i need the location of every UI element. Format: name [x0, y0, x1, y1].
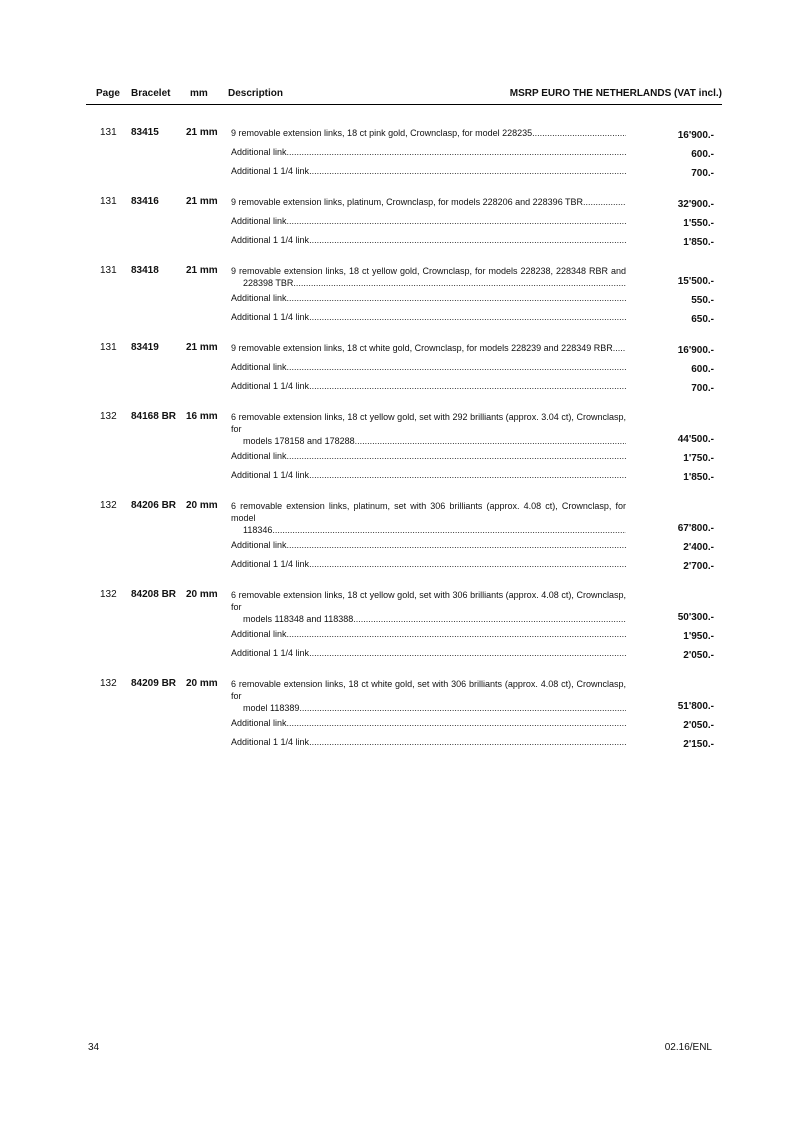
- description-line: 9 removable extension links, 18 ct pink gold, Crownclasp, for model 228235: [231, 128, 533, 138]
- page-ref: 131: [100, 342, 117, 353]
- description-line: 9 removable extension links, 18 ct white gold, Crownclasp, for models 228239 and 228349 RBR: [231, 343, 613, 353]
- page-ref: 132: [100, 500, 117, 511]
- bracelet-width: 16 mm: [186, 411, 218, 422]
- description: [231, 717, 626, 729]
- description: [231, 736, 626, 748]
- page-ref: 131: [100, 196, 117, 207]
- description: [231, 408, 626, 447]
- bracelet-row: [86, 497, 722, 536]
- header-page: Page: [96, 88, 120, 99]
- bracelet-ref: 84168 BR: [131, 411, 177, 422]
- dot-leader: [532, 127, 626, 139]
- description-line: Additional 1 1/4 link: [231, 559, 310, 569]
- bracelet-row: [86, 339, 722, 358]
- price: 2'400.-: [683, 542, 714, 553]
- link-row: [86, 231, 722, 250]
- dot-leader: [287, 628, 626, 640]
- dot-leader: [287, 539, 626, 551]
- link-row: [86, 714, 722, 733]
- dot-leader: [309, 647, 626, 659]
- description-line: Additional 1 1/4 link: [231, 235, 310, 245]
- price: 1'850.-: [683, 472, 714, 483]
- dot-leader: [287, 450, 626, 462]
- description-line: Additional link: [231, 216, 287, 226]
- bracelet-group: [86, 124, 722, 181]
- dot-leader: [309, 380, 626, 392]
- dot-leader: [583, 196, 626, 208]
- dot-leader: [293, 277, 626, 289]
- bracelet-group: [86, 408, 722, 485]
- price: 700.-: [691, 168, 714, 179]
- bracelet-group: [86, 339, 722, 396]
- description: [231, 586, 626, 625]
- description-line: models 178158 and 178288: [243, 436, 355, 446]
- price: 15'500.-: [677, 276, 714, 287]
- description: [231, 262, 626, 289]
- link-row: [86, 536, 722, 555]
- price: 600.-: [691, 364, 714, 375]
- description: [231, 146, 626, 158]
- page-ref: 132: [100, 411, 117, 422]
- price: 1'950.-: [683, 631, 714, 642]
- dot-leader: [613, 342, 626, 354]
- dot-leader: [353, 613, 626, 625]
- dot-leader: [287, 292, 626, 304]
- description-line: 118346: [243, 525, 273, 535]
- header-bracelet: Bracelet: [131, 88, 171, 99]
- bracelet-width: 20 mm: [186, 589, 218, 600]
- dot-leader: [309, 165, 626, 177]
- dot-leader: [299, 702, 626, 714]
- dot-leader: [287, 215, 626, 227]
- link-row: [86, 212, 722, 231]
- bracelet-row: [86, 586, 722, 625]
- description-line: Additional 1 1/4 link: [231, 648, 310, 658]
- description: [231, 292, 626, 304]
- description-line: Additional link: [231, 147, 287, 157]
- description: [231, 675, 626, 714]
- price: 1'550.-: [683, 218, 714, 229]
- footer-code: 02.16/ENL: [664, 1042, 712, 1053]
- header-msrp: MSRP EURO THE NETHERLANDS (VAT incl.): [509, 88, 722, 99]
- price: 1'850.-: [683, 237, 714, 248]
- description-line: Additional 1 1/4 link: [231, 737, 310, 747]
- description: [231, 647, 626, 659]
- dot-leader: [309, 311, 626, 323]
- description-line: Additional link: [231, 451, 287, 461]
- bracelet-ref: 83419: [131, 342, 159, 353]
- description-line: 9 removable extension links, 18 ct yellow gold, Crownclasp, for models 228238, 228348 RBR and: [231, 266, 626, 276]
- description: [231, 311, 626, 323]
- description: [231, 539, 626, 551]
- bracelet-ref: 84206 BR: [131, 500, 177, 511]
- link-row: [86, 733, 722, 752]
- link-row: [86, 162, 722, 181]
- description: [231, 196, 626, 208]
- description-line: Additional link: [231, 293, 287, 303]
- dot-leader: [309, 736, 626, 748]
- bracelet-row: [86, 124, 722, 143]
- description-line: Additional link: [231, 540, 287, 550]
- description: [231, 215, 626, 227]
- price: 16'900.-: [677, 130, 714, 141]
- bracelet-row: [86, 675, 722, 714]
- price: 32'900.-: [677, 199, 714, 210]
- description: [231, 469, 626, 481]
- price: 1'750.-: [683, 453, 714, 464]
- bracelet-group: [86, 262, 722, 327]
- bracelet-ref: 83415: [131, 127, 159, 138]
- description-line: models 118348 and 118388: [243, 614, 354, 624]
- dot-leader: [272, 524, 626, 536]
- price: 700.-: [691, 383, 714, 394]
- link-row: [86, 143, 722, 162]
- description: [231, 165, 626, 177]
- bracelet-group: [86, 193, 722, 250]
- price: 16'900.-: [677, 345, 714, 356]
- header-divider: [86, 104, 722, 105]
- bracelet-ref: 84209 BR: [131, 678, 177, 689]
- table-header: [86, 86, 722, 102]
- description: [231, 127, 626, 139]
- header-mm: mm: [190, 88, 208, 99]
- price: 650.-: [691, 314, 714, 325]
- description-line: Additional 1 1/4 link: [231, 381, 310, 391]
- bracelet-width: 20 mm: [186, 678, 218, 689]
- description: [231, 380, 626, 392]
- description-line: 6 removable extension links, 18 ct yellow gold, set with 306 brilliants (approx. 4.08 ct), Crownclasp, for: [231, 590, 626, 612]
- description-line: Additional 1 1/4 link: [231, 312, 310, 322]
- link-row: [86, 289, 722, 308]
- link-row: [86, 625, 722, 644]
- bracelet-width: 20 mm: [186, 500, 218, 511]
- price: 2'050.-: [683, 720, 714, 731]
- description-line: Additional 1 1/4 link: [231, 470, 310, 480]
- page-ref: 132: [100, 678, 117, 689]
- link-row: [86, 358, 722, 377]
- description-line: 228398 TBR: [243, 278, 294, 288]
- description-line: Additional link: [231, 718, 287, 728]
- description-line: 9 removable extension links, platinum, Crownclasp, for models 228206 and 228396 TBR: [231, 197, 584, 207]
- description-line: model 118389: [243, 703, 300, 713]
- price: 50'300.-: [677, 612, 714, 623]
- bracelet-width: 21 mm: [186, 342, 218, 353]
- description-line: 6 removable extension links, platinum, set with 306 brilliants (approx. 4.08 ct), Crownclasp, for model: [231, 501, 626, 523]
- link-row: [86, 644, 722, 663]
- bracelet-row: [86, 408, 722, 447]
- price: 2'050.-: [683, 650, 714, 661]
- bracelet-group: [86, 675, 722, 752]
- price: 600.-: [691, 149, 714, 160]
- price: 2'700.-: [683, 561, 714, 572]
- header-description: Description: [228, 88, 284, 99]
- bracelet-ref: 83418: [131, 265, 159, 276]
- link-row: [86, 377, 722, 396]
- bracelet-width: 21 mm: [186, 196, 218, 207]
- description: [231, 497, 626, 536]
- description: [231, 450, 626, 462]
- page-ref: 131: [100, 127, 117, 138]
- description-line: Additional link: [231, 629, 287, 639]
- dot-leader: [287, 361, 626, 373]
- price: 550.-: [691, 295, 714, 306]
- dot-leader: [309, 558, 626, 570]
- bracelet-width: 21 mm: [186, 265, 218, 276]
- description-line: Additional 1 1/4 link: [231, 166, 310, 176]
- price: 51'800.-: [677, 701, 714, 712]
- footer-page-number: 34: [88, 1042, 100, 1053]
- description: [231, 342, 626, 354]
- price: 2'150.-: [683, 739, 714, 750]
- dot-leader: [355, 435, 626, 447]
- price: 44'500.-: [677, 434, 714, 445]
- dot-leader: [287, 146, 626, 158]
- link-row: [86, 447, 722, 466]
- page-ref: 132: [100, 589, 117, 600]
- dot-leader: [287, 717, 626, 729]
- dot-leader: [309, 469, 626, 481]
- description: [231, 558, 626, 570]
- description-line: 6 removable extension links, 18 ct white gold, set with 306 brilliants (approx. 4.08 ct), Crownclasp, for: [231, 679, 626, 701]
- description: [231, 234, 626, 246]
- price: 67'800.-: [677, 523, 714, 534]
- description: [231, 628, 626, 640]
- link-row: [86, 308, 722, 327]
- price-list: [86, 124, 722, 764]
- description: [231, 361, 626, 373]
- bracelet-width: 21 mm: [186, 127, 218, 138]
- bracelet-row: [86, 193, 722, 212]
- description-line: Additional link: [231, 362, 287, 372]
- bracelet-row: [86, 262, 722, 289]
- bracelet-ref: 84208 BR: [131, 589, 177, 600]
- bracelet-group: [86, 497, 722, 574]
- link-row: [86, 555, 722, 574]
- link-row: [86, 466, 722, 485]
- bracelet-group: [86, 586, 722, 663]
- bracelet-ref: 83416: [131, 196, 159, 207]
- dot-leader: [309, 234, 626, 246]
- page-ref: 131: [100, 265, 117, 276]
- description-line: 6 removable extension links, 18 ct yellow gold, set with 292 brilliants (approx. 3.04 ct), Crownclasp, for: [231, 412, 626, 434]
